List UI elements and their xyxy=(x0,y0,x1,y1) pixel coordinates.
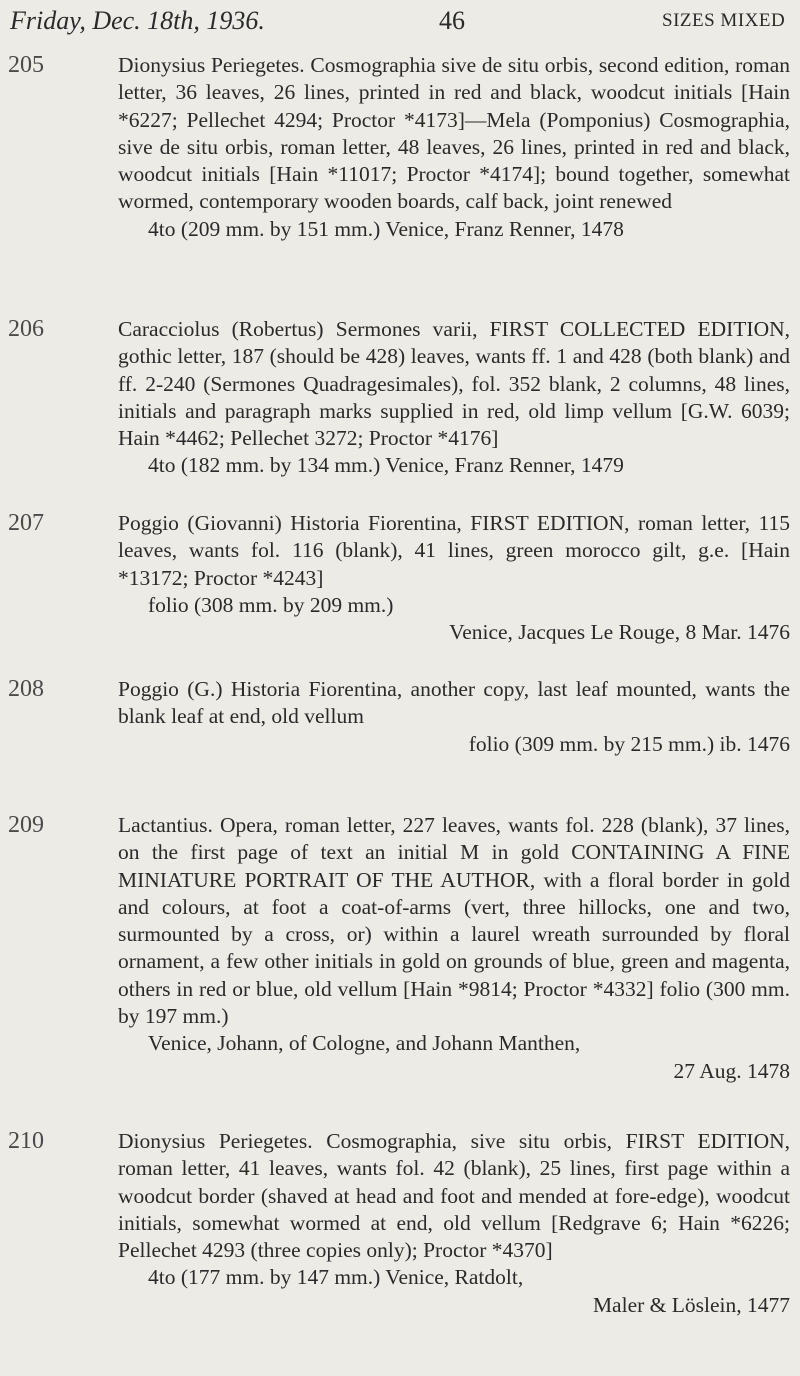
lot-description xyxy=(118,1128,790,1319)
lot-imprint-date: 27 Aug. 1478 xyxy=(673,1058,790,1083)
running-header xyxy=(0,0,800,40)
lot-imprint-place: Venice, Johann, of Cologne, and Johann Manthen, xyxy=(148,1031,581,1056)
lot-number: 207 xyxy=(8,510,44,536)
lot-description xyxy=(118,510,790,646)
lot-number: 210 xyxy=(8,1128,44,1154)
lot-text: Dionysius Periegetes. Cosmographia sive de situ orbis, second edition, roman letter, 36 leaves, 26 lines, printed in red and black, woodcut initials [Hain *6227; Pellechet 4294; Proctor *4173]—Mela (Pomponius) Cosmographia, sive de situ orbis, roman letter, 48 leaves, 26 lines, printed in red and black, woodcut initials [Hain *11017; Proctor *4174]; bound together, somewhat wormed, contemporary wooden boards, calf back, joint renewed xyxy=(118,53,790,214)
lot-number: 205 xyxy=(8,52,44,78)
lot-imprint: 4to (182 mm. by 134 mm.) Venice, Franz Renner, 1479 xyxy=(148,453,624,478)
lot-imprint-place: Venice, Jacques Le Rouge, 8 Mar. 1476 xyxy=(449,620,790,645)
lot-imprint-size: 4to (177 mm. by 147 mm.) Venice, Ratdolt, xyxy=(148,1265,524,1290)
lot-description xyxy=(118,676,790,758)
lot-text: Dionysius Periegetes. Cosmographia, sive situ orbis, FIRST EDITION, roman letter, 41 leaves, wants fol. 42 (blank), 25 lines, first page within a woodcut border (shaved at head and foot and mended at fore-edge), woodcut initials, somewhat wormed at end, old vellum [Redgrave 6; Hain *6226; Pellechet 4293 (three copies only); Proctor *4370] xyxy=(118,1129,790,1263)
lot-imprint-size: folio (308 mm. by 209 mm.) xyxy=(148,592,394,617)
lot-text: Poggio (Giovanni) Historia Fiorentina, FIRST EDITION, roman letter, 115 leaves, wants fol. 116 (blank), 41 lines, green morocco gilt, g.e. [Hain *13172; Proctor *4243] xyxy=(118,511,790,590)
lot-description xyxy=(118,812,790,1085)
section-title: SIZES MIXED xyxy=(662,10,786,31)
lot-text: Caracciolus (Robertus) Sermones varii, FIRST COLLECTED EDITION, gothic letter, 187 (should be 428) leaves, wants ff. 1 and 428 (both blank) and ff. 2-240 (Sermones Quadragesimales), fol. 352 blank, 2 columns, 48 lines, initials and paragraph marks supplied in red, old limp vellum [G.W. 6039; Hain *4462; Pellechet 3272; Proctor *4176] xyxy=(118,317,790,451)
lot-description xyxy=(118,316,790,480)
header-date: Friday, Dec. 18th, 1936. xyxy=(10,6,265,35)
lot-number: 208 xyxy=(8,676,44,702)
lot-imprint-printers: Maler & Löslein, 1477 xyxy=(592,1292,790,1317)
lot-number: 209 xyxy=(8,812,44,838)
lot-text: Poggio (G.) Historia Fiorentina, another copy, last leaf mounted, wants the blank leaf at end, old vellum xyxy=(118,677,790,729)
page-number: 46 xyxy=(439,6,465,35)
lot-description xyxy=(118,52,790,243)
lot-text: Lactantius. Opera, roman letter, 227 leaves, wants fol. 228 (blank), 37 lines, on the first page of text an initial M in gold CONTAINING A FINE MINIATURE PORTRAIT OF THE AUTHOR, with a floral border in gold and colours, at foot a coat-of-arms (vert, three hillocks, one and two, surmounted by a cross, or) within a laurel wreath surrounded by floral ornament, a few other initials in gold on grounds of blue, green and magenta, others in red or blue, old vellum [Hain *9814; Proctor *4332] folio (300 mm. by 197 mm.) xyxy=(118,813,790,1029)
lot-imprint: 4to (209 mm. by 151 mm.) Venice, Franz Renner, 1478 xyxy=(148,216,624,241)
lot-imprint: folio (309 mm. by 215 mm.) ib. 1476 xyxy=(468,731,790,756)
lot-number: 206 xyxy=(8,316,44,342)
